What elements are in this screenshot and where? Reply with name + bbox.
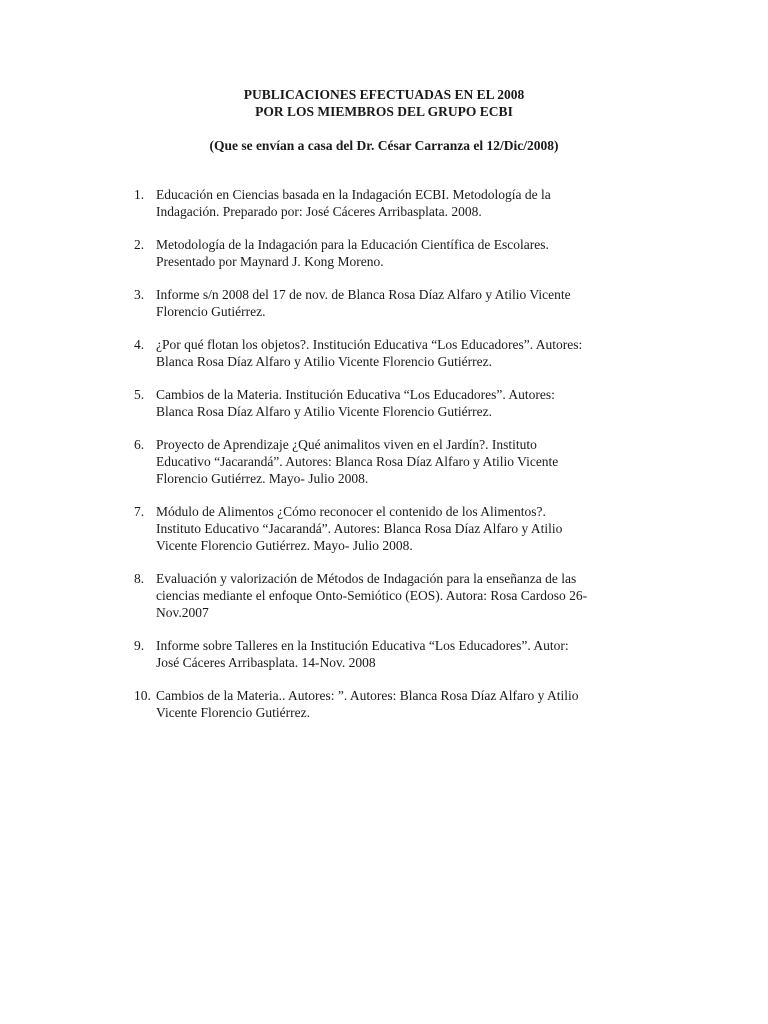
publication-text-line: Florencio Gutiérrez. Mayo- Julio 2008.	[156, 471, 369, 486]
publication-text-line: Proyecto de Aprendizaje ¿Qué animalitos viven en el Jardín?. Instituto	[156, 437, 537, 452]
publication-text-line: Informe s/n 2008 del 17 de nov. de Blanca Rosa Díaz Alfaro y Atilio Vicente	[156, 287, 571, 302]
publication-text-line: Evaluación y valorización de Métodos de Indagación para la enseñanza de las	[156, 571, 577, 586]
publication-item	[0, 336, 656, 370]
publication-number: 2.	[134, 237, 145, 252]
publication-text-line: ¿Por qué flotan los objetos?. Institución Educativa “Los Educadores”. Autores:	[156, 337, 583, 352]
publication-number: 10.	[134, 688, 151, 703]
publication-item	[0, 687, 656, 721]
publication-text-line: Florencio Gutiérrez.	[156, 304, 266, 319]
publication-text-line: Cambios de la Materia. Institución Educativa “Los Educadores”. Autores:	[156, 387, 555, 402]
publication-text-line: Módulo de Alimentos ¿Cómo reconocer el contenido de los Alimentos?.	[156, 504, 546, 519]
publication-text-line: José Cáceres Arribasplata. 14-Nov. 2008	[156, 655, 376, 670]
publication-item	[0, 637, 656, 671]
publication-text-line: Blanca Rosa Díaz Alfaro y Atilio Vicente Florencio Gutiérrez.	[156, 354, 492, 369]
publication-item	[0, 436, 656, 487]
publication-text-line: Informe sobre Talleres en la Institución Educativa “Los Educadores”. Autor:	[156, 638, 569, 653]
publication-number: 7.	[134, 504, 145, 519]
publication-item	[0, 186, 656, 220]
publication-number: 4.	[134, 337, 145, 352]
publication-text-line: Vicente Florencio Gutiérrez.	[156, 705, 310, 720]
publication-text-line: Educación en Ciencias basada en la Indagación ECBI. Metodología de la	[156, 187, 551, 202]
publication-list	[0, 186, 768, 737]
document-subtitle: (Que se envían a casa del Dr. César Carranza el 12/Dic/2008)	[209, 138, 559, 153]
publication-item	[0, 286, 656, 320]
publication-item	[0, 386, 656, 420]
publication-text-line: Presentado por Maynard J. Kong Moreno.	[156, 254, 384, 269]
publication-number: 8.	[134, 571, 145, 586]
publication-number: 3.	[134, 287, 145, 302]
publication-number: 6.	[134, 437, 145, 452]
title-line-1: PUBLICACIONES EFECTUADAS EN EL 2008	[243, 87, 525, 102]
publication-text-line: Instituto Educativo “Jacarandá”. Autores: Blanca Rosa Díaz Alfaro y Atilio	[156, 521, 563, 536]
publication-text-line: Metodología de la Indagación para la Educación Científica de Escolares.	[156, 237, 549, 252]
publication-item	[0, 570, 656, 621]
publication-text-line: ciencias mediante el enfoque Onto-Semiótico (EOS). Autora: Rosa Cardoso 26-	[156, 588, 588, 603]
publication-text-line: Blanca Rosa Díaz Alfaro y Atilio Vicente Florencio Gutiérrez.	[156, 404, 492, 419]
publication-item	[0, 236, 656, 270]
document-title	[0, 86, 768, 120]
publication-text-line: Educativo “Jacarandá”. Autores: Blanca Rosa Díaz Alfaro y Atilio Vicente	[156, 454, 559, 469]
publication-text-line: Indagación. Preparado por: José Cáceres Arribasplata. 2008.	[156, 204, 482, 219]
publication-text-line: Vicente Florencio Gutiérrez. Mayo- Julio 2008.	[156, 538, 413, 553]
publication-item	[0, 503, 656, 554]
publication-number: 9.	[134, 638, 145, 653]
publication-number: 5.	[134, 387, 145, 402]
publication-text-line: Nov.2007	[156, 605, 209, 620]
title-line-2: POR LOS MIEMBROS DEL GRUPO ECBI	[255, 104, 513, 119]
publication-number: 1.	[134, 187, 145, 202]
publication-text-line: Cambios de la Materia.. Autores: ”. Autores: Blanca Rosa Díaz Alfaro y Atilio	[156, 688, 579, 703]
